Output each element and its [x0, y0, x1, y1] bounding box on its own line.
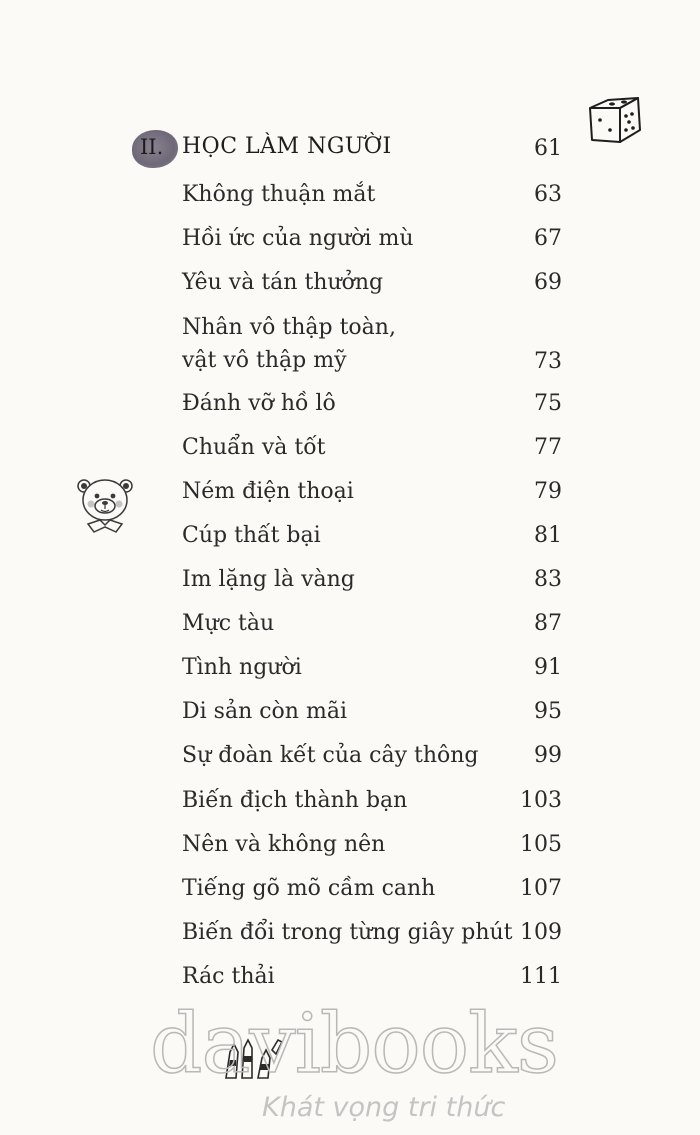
entry-page-number: 95: [534, 699, 562, 724]
entry-title: Biến địch thành bạn: [182, 788, 408, 813]
entry-title: Ném điện thoại: [182, 479, 354, 504]
entry-title: Biến đổi trong từng giây phút: [182, 920, 513, 945]
entry-title: Im lặng là vàng: [182, 567, 355, 592]
entry-page-number: 103: [520, 788, 562, 813]
entry-page-number: 109: [520, 920, 562, 945]
entry-title: Hồi ức của người mù: [182, 226, 414, 251]
section-title: HỌC LÀM NGƯỜI: [182, 134, 392, 159]
entry-page-number: 67: [534, 226, 562, 251]
entry-page-number: 99: [534, 743, 562, 768]
entry-page-number: 91: [534, 655, 562, 680]
entry-title: Tình người: [182, 655, 302, 680]
section-number: II.: [140, 135, 164, 159]
entry-page-number: 79: [534, 479, 562, 504]
entry-title: Đánh vỡ hồ lô: [182, 391, 336, 416]
watermark-brand: davibooks: [150, 997, 558, 1092]
entry-title: Cúp thất bại: [182, 523, 321, 548]
entry-title: Sự đoàn kết của cây thông: [182, 743, 479, 768]
entry-page-number: 83: [534, 567, 562, 592]
entry-page-number: 73: [534, 349, 562, 374]
watermark-tagline: Khát vọng tri thức: [262, 1092, 506, 1123]
entry-page-number: 105: [520, 832, 562, 857]
dice-icon: [586, 92, 646, 148]
entry-title: Mực tàu: [182, 611, 275, 636]
entry-page-number: 69: [534, 270, 562, 295]
entry-page-number: 87: [534, 611, 562, 636]
section-page-number: 61: [534, 136, 562, 161]
entry-page-number: 77: [534, 435, 562, 460]
entry-title: Nhân vô thập toàn,: [182, 315, 396, 340]
entry-page-number: 107: [520, 876, 562, 901]
entry-title: Yêu và tán thưởng: [182, 270, 384, 295]
entry-title: Nên và không nên: [182, 832, 386, 857]
entry-page-number: 81: [534, 523, 562, 548]
teddy-bear-icon: [72, 472, 138, 538]
entry-page-number: 63: [534, 182, 562, 207]
entry-title: Không thuận mắt: [182, 182, 376, 207]
entry-page-number: 111: [520, 964, 562, 989]
entry-title-continued: vật vô thập mỹ: [182, 348, 347, 373]
entry-title: Rác thải: [182, 964, 275, 989]
entry-title: Di sản còn mãi: [182, 699, 347, 724]
entry-page-number: 75: [534, 391, 562, 416]
section-heading: [132, 128, 562, 168]
entry-title: Tiếng gõ mõ cầm canh: [182, 876, 436, 901]
entry-title: Chuẩn và tốt: [182, 435, 326, 460]
